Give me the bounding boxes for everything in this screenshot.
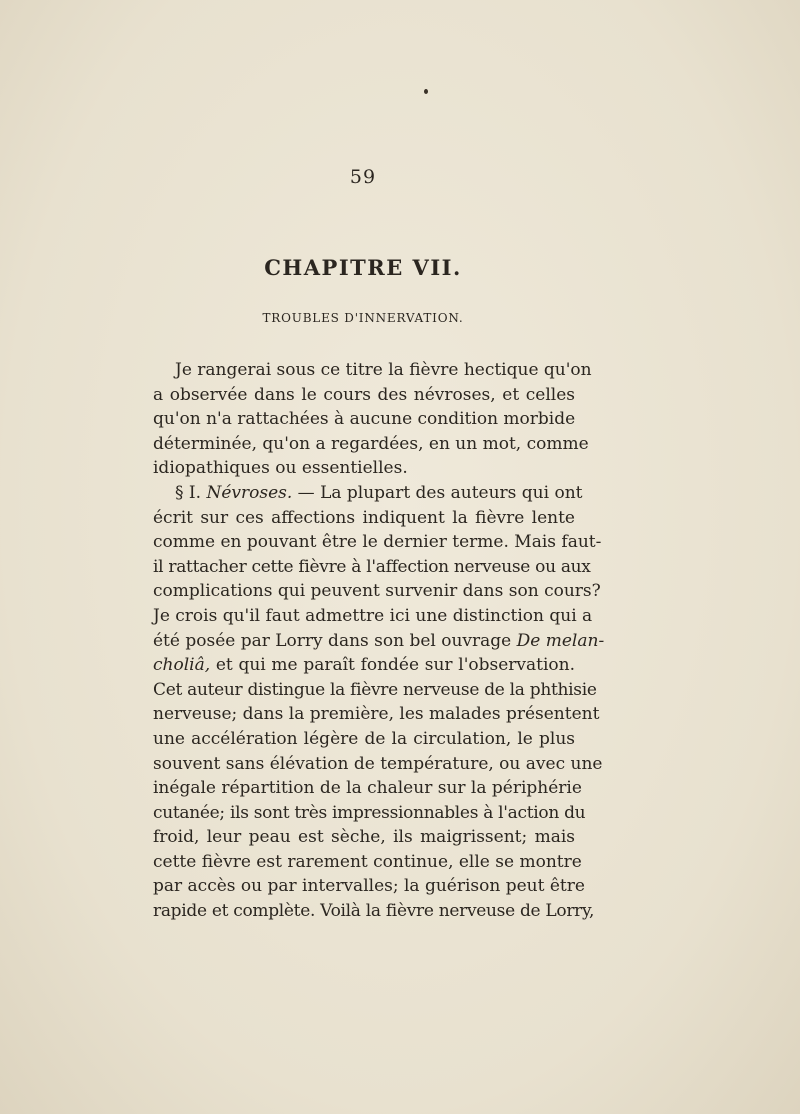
text-fragment: — La plupart des auteurs qui ont (297, 482, 583, 503)
text-line: nerveuse; dans la première, les malades présentent (153, 704, 600, 725)
text-line: Je crois qu'il faut admettre ici une distinction qui a (153, 605, 593, 626)
text-fragment: été posée par Lorry dans son bel ouvrage (153, 630, 512, 651)
section-mark: § I. (175, 482, 202, 503)
text-line: idiopathiques ou essentielles. (153, 458, 408, 479)
text-line: souvent sans élévation de température, ou avec une (153, 753, 603, 774)
text-line (153, 653, 575, 678)
text-line: froid, leur peau est sèche, ils maigrissent; mais (153, 827, 575, 848)
text-line: par accès ou par intervalles; la guérison peut être (153, 876, 585, 897)
text-line: écrit sur ces affections indiquent la fièvre lente (153, 507, 575, 528)
text-line: il rattacher cette fièvre à l'affection nerveuse ou aux (153, 556, 591, 577)
section-heading: Névroses. (206, 482, 293, 503)
text-line: cette fièvre est rarement continue, elle se montre (153, 851, 582, 872)
text-line: Je rangerai sous ce titre la fièvre hectique qu'on (175, 360, 592, 380)
text-line: complications qui peuvent survenir dans son cours? (153, 581, 601, 602)
text-line: a observée dans le cours des névroses, et celles (153, 384, 575, 405)
text-line: cutanée; ils sont très impressionnables à l'action du (153, 802, 586, 823)
chapter-subtitle: TROUBLES D'INNERVATION. (262, 311, 464, 325)
book-title: choliâ, (153, 655, 211, 676)
text-line: déterminée, qu'on a regardées, en un mot, comme (153, 433, 589, 454)
text-line (153, 481, 583, 506)
text-line: qu'on n'a rattachées à aucune condition morbide (153, 409, 576, 430)
text-line (153, 629, 605, 654)
text-line: inégale répartition de la chaleur sur la périphérie (153, 778, 582, 799)
body-text (153, 358, 605, 924)
ink-speck (424, 89, 428, 94)
text-line: Cet auteur distingue la fièvre nerveuse de la phthisie (153, 679, 597, 700)
text-line: rapide et complète. Voilà la fièvre nerveuse de Lorry, (153, 901, 595, 922)
text-line: une accélération légère de la circulation, le plus (153, 728, 575, 749)
text-line: comme en pouvant être le dernier terme. Mais faut- (153, 532, 602, 553)
book-title: De melan- (516, 630, 605, 651)
text-fragment: et qui me paraît fondée sur l'observation. (215, 655, 576, 676)
page-number: 59 (349, 166, 377, 188)
chapter-title: CHAPITRE VII. (264, 255, 462, 280)
